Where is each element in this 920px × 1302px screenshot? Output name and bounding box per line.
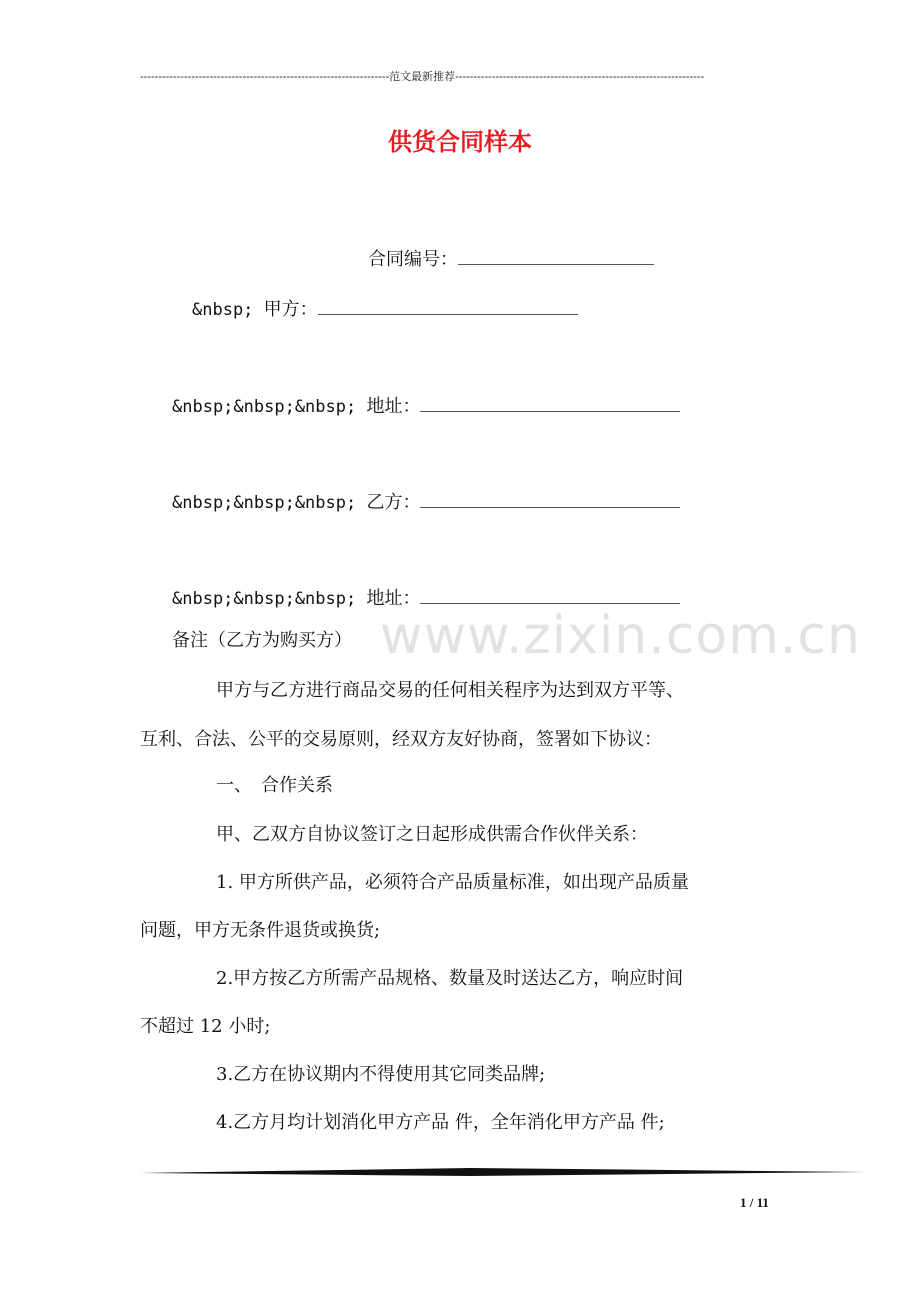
contract-number-line [368, 246, 654, 269]
section-1-intro: 甲、乙双方自协议签订之日起形成供需合作伙伴关系： [216, 824, 648, 845]
item-1-line-1: 1. 甲方所供产品，必须符合产品质量标准，如出现产品质量 [216, 872, 689, 893]
address-1-prefix: &nbsp;&nbsp;&nbsp; [172, 397, 367, 417]
watermark: www.zixin.com.cn [380, 606, 861, 666]
item-2-line-2: 不超过 12 小时; [140, 1016, 271, 1037]
header-banner: --------------------------------------------------------------------范文最新推荐-------------------------------------------------------------------- [140, 71, 705, 83]
party-a-label: 甲方： [263, 299, 318, 320]
item-4: 4.乙方月均计划消化甲方产品 件，全年消化甲方产品 件; [216, 1112, 665, 1133]
party-b-line [172, 489, 680, 512]
contract-number-label: 合同编号： [368, 249, 458, 270]
party-b-blank [420, 489, 680, 508]
address-1-label: 地址： [366, 396, 421, 417]
section-1-heading: 一、 合作关系 [216, 775, 333, 796]
party-a-blank [318, 296, 578, 315]
address-2-line [172, 585, 680, 608]
address-1-line [172, 393, 680, 416]
party-b-label: 乙方： [366, 492, 421, 513]
address-2-label: 地址： [366, 588, 421, 609]
document-title: 供货合同样本 [388, 127, 532, 156]
para-1-line-1: 甲方与乙方进行商品交易的任何相关程序为达到双方平等、 [216, 680, 684, 701]
item-2-line-1: 2.甲方按乙方所需产品规格、数量及时送达乙方，响应时间 [216, 968, 684, 989]
address-1-blank [420, 393, 680, 412]
party-a-prefix: &nbsp; [192, 300, 264, 320]
para-1-line-2: 互利、合法、公平的交易原则，经双方友好协商，签署如下协议： [140, 729, 662, 750]
party-a-line [192, 296, 578, 319]
page-number: 1 / 11 [740, 1195, 769, 1210]
address-2-blank [420, 585, 680, 604]
item-1-line-2: 问题，甲方无条件退货或换货; [140, 920, 381, 941]
contract-number-blank [458, 246, 654, 265]
note-line: 备注（乙方为购买方） [172, 630, 352, 651]
address-2-prefix: &nbsp;&nbsp;&nbsp; [172, 589, 367, 609]
item-3: 3.乙方在协议期内不得使用其它同类品牌; [216, 1064, 546, 1085]
footer-rule [140, 1165, 865, 1179]
party-b-prefix: &nbsp;&nbsp;&nbsp; [172, 493, 367, 513]
